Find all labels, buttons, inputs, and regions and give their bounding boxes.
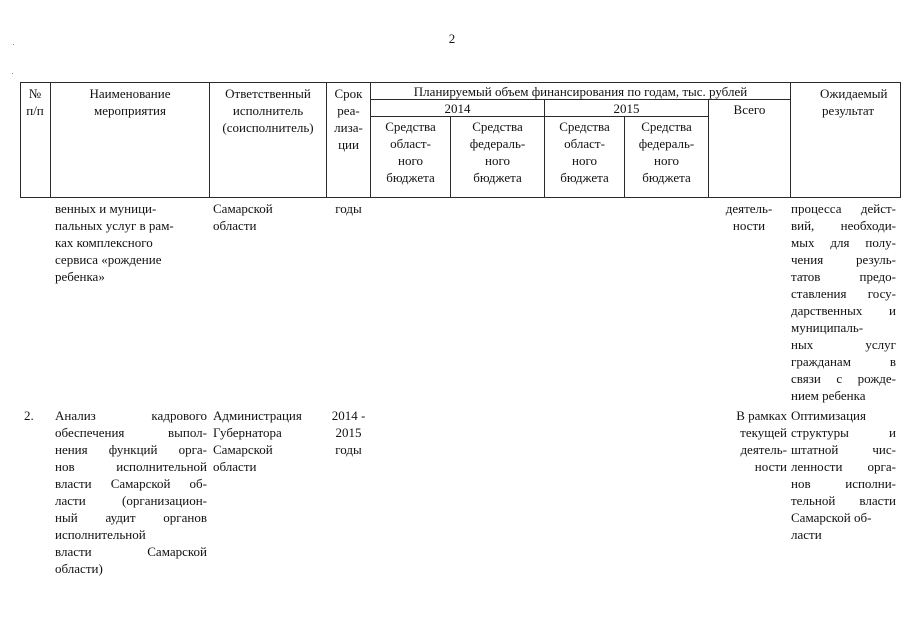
header-col-result: Ожидаемый результат bbox=[820, 86, 888, 118]
header-2015-regional: Средства област- ного бюджета bbox=[559, 119, 610, 185]
row-name: Анализ кадрового обеспечения выпол- нения функций орга- нов исполнительной власти Самарской об- ласти (организацион- ный аудит органов исполнительной власти Самарской области) bbox=[55, 408, 207, 576]
header-col-number: № п/п bbox=[26, 86, 44, 118]
header-2014-federal: Средства федераль- ного бюджета bbox=[469, 119, 526, 185]
row-total: В рамках текущей деятель- ности bbox=[736, 408, 787, 474]
row-responsible: Администрация Губернатора Самарской области bbox=[213, 408, 302, 474]
row-result: Оптимизация структуры и штатной чис- ленности орга- нов исполни- тельной власти Самарской об- ласти bbox=[791, 408, 896, 542]
row-term: годы bbox=[335, 201, 362, 216]
header-col-responsible: Ответственный исполнитель (соисполнитель) bbox=[222, 86, 314, 135]
row-number: 2. bbox=[24, 408, 34, 423]
header-2015-federal: Средства федераль- ного бюджета bbox=[638, 119, 695, 185]
row-responsible: Самарской области bbox=[213, 201, 273, 233]
row-term: 2014 - 2015 годы bbox=[331, 408, 366, 457]
row-total: деятель- ности bbox=[725, 201, 773, 233]
header-2014-regional: Средства област- ного бюджета bbox=[385, 119, 436, 185]
row-result: процесса дейст- вий, необходи- мых для полу- чения резуль- татов предо- ставления госу- дарственных и муниципаль- ных услуг гражданам в связи с рожде- нием ребенка bbox=[791, 201, 896, 403]
header-col-financing: Планируемый объем финансирования по годам, тыс. рублей bbox=[413, 84, 748, 99]
header-col-name: Наименование мероприятия bbox=[89, 86, 171, 118]
row-name: венных и муници- пальных услуг в рам- ках комплексного сервиса «рождение ребенка» bbox=[55, 201, 174, 284]
header-year-2015: 2015 bbox=[613, 101, 640, 116]
scan-speck bbox=[12, 73, 13, 74]
page-number: 2 bbox=[448, 31, 456, 46]
header-col-total: Всего bbox=[733, 102, 766, 117]
header-col-term: Срок реа- лиза- ции bbox=[334, 86, 363, 152]
scan-speck bbox=[13, 44, 14, 45]
header-year-2014: 2014 bbox=[444, 101, 471, 116]
